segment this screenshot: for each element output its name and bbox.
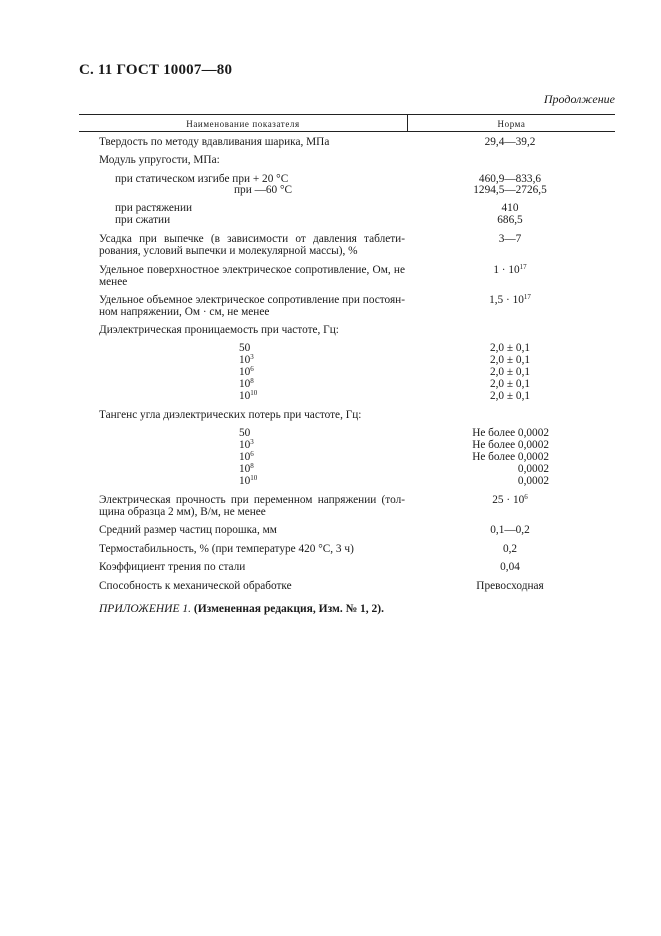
row-label-loss-tangent: Тангенс угла диэлектрических потерь при частоте, Гц: [99, 409, 362, 421]
permittivity-value: 2,0 ± 0,1 [489, 378, 531, 390]
permittivity-value: 2,0 ± 0,1 [489, 354, 531, 366]
row-value-modulus-static-20: 460,9—833,6 [478, 173, 542, 185]
loss-tangent-freq: $10^8$ [239, 462, 254, 475]
loss-tangent-freq: $10^6$ [239, 450, 254, 463]
row-value-volume-resistance: $1,5 \cdot 10^{17}$ [489, 293, 531, 306]
column-header-norm: Норма [497, 119, 526, 129]
row-value-modulus-static-m60: 1294,5—2726,5 [473, 184, 547, 196]
row-value-dielectric-strength: $25 \cdot 10^6$ [492, 493, 528, 506]
row-value-shrinkage: 3—7 [498, 233, 522, 245]
row-label-permittivity: Диэлектрическая проницаемость при частоте, Гц: [99, 324, 339, 336]
row-label-shrinkage-line1: Усадка при выпечке (в зависимости от давления таблети- [99, 233, 405, 245]
loss-tangent-value: Не более 0,0002 [472, 439, 549, 451]
row-label-modulus-compression: при сжатии [115, 214, 171, 226]
row-value-surface-resistance: $1 \cdot 10^{17}$ [493, 263, 527, 276]
permittivity-freq: $10^3$ [239, 353, 254, 366]
row-value-modulus-tension: 410 [501, 202, 519, 214]
permittivity-freq: 50 [239, 342, 251, 354]
loss-tangent-value: Не более 0,0002 [472, 451, 549, 463]
row-label-surface-resistance-line1: Удельное поверхностное электрическое сопротивление, Ом, не [99, 264, 405, 276]
loss-tangent-freq: 50 [239, 427, 251, 439]
permittivity-freq: $10^{10}$ [239, 389, 258, 402]
permittivity-value: 2,0 ± 0,1 [489, 366, 531, 378]
row-value-thermal-stability: 0,2 [502, 543, 518, 555]
row-label-surface-resistance-line2: менее [99, 276, 128, 288]
permittivity-freq: $10^6$ [239, 365, 254, 378]
loss-tangent-freq: $10^{10}$ [239, 474, 258, 487]
row-label-thermal-stability: Термостабильность, % (при температуре 420 °С, 3 ч) [99, 543, 354, 555]
row-value-machinability: Превосходная [476, 580, 544, 592]
page-title: С. 11 ГОСТ 10007—80 [79, 62, 233, 78]
loss-tangent-value: 0,0002 [517, 475, 549, 487]
row-label-modulus: Модуль упругости, МПа: [99, 154, 220, 166]
row-label-dielectric-strength-line2: щина образца 2 мм), В/м, не менее [99, 506, 266, 518]
row-label-dielectric-strength-line1: Электрическая прочность при переменном напряжении (тол- [99, 494, 405, 506]
row-label-friction: Коэффициент трения по стали [99, 561, 246, 573]
permittivity-value: 2,0 ± 0,1 [489, 342, 531, 354]
permittivity-freq: $10^8$ [239, 377, 254, 390]
loss-tangent-value: Не более 0,0002 [472, 427, 549, 439]
row-label-machinability: Способность к механической обработке [99, 580, 292, 592]
continuation-label: Продолжение [543, 92, 615, 106]
row-value-modulus-compression: 686,5 [497, 214, 523, 226]
row-label-modulus-tension: при растяжении [115, 202, 193, 214]
row-label-volume-resistance-line1: Удельное объемное электрическое сопротивление при постоян- [99, 294, 405, 306]
row-label-modulus-static-20: при статическом изгибе при + 20 °С [115, 173, 289, 185]
loss-tangent-value: 0,0002 [517, 463, 549, 475]
column-header-name: Наименование показателя [186, 119, 300, 129]
revision-note: (Измененная редакция, Изм. № 1, 2). [193, 603, 384, 615]
row-value-particle-size: 0,1—0,2 [490, 524, 530, 536]
permittivity-value: 2,0 ± 0,1 [489, 390, 531, 402]
appendix-label: ПРИЛОЖЕНИЕ 1. [99, 603, 191, 615]
loss-tangent-freq: $10^3$ [239, 438, 254, 451]
row-label-particle-size: Средний размер частиц порошка, мм [99, 524, 277, 536]
row-value-hardness: 29,4—39,2 [484, 136, 536, 148]
appendix-note [99, 603, 384, 615]
row-label-shrinkage-line2: рования, условий выпечки и молекулярной массы), % [99, 245, 358, 257]
row-label-hardness: Твердость по методу вдавливания шарика, МПа [99, 136, 330, 148]
row-label-modulus-static-m60: при —60 °С [234, 184, 293, 196]
row-value-friction: 0,04 [500, 561, 520, 573]
row-label-volume-resistance-line2: ном напряжении, Ом · см, не менее [99, 306, 270, 318]
